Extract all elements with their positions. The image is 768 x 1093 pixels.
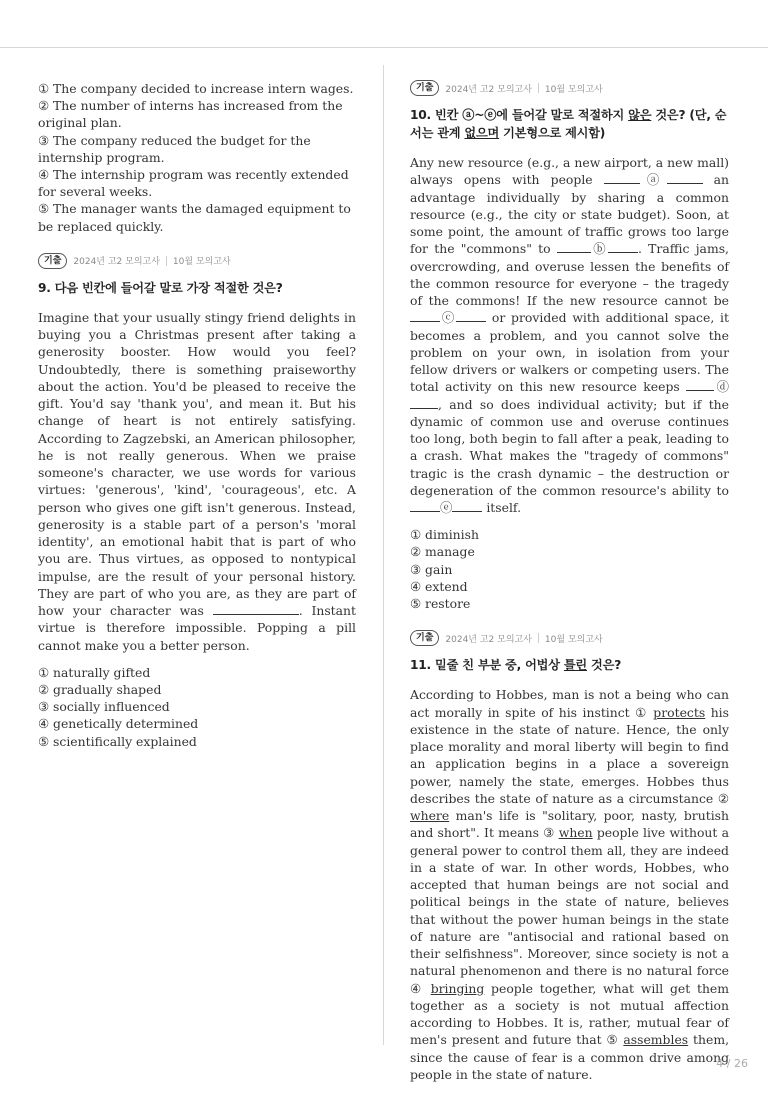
- blank-marker: ⓓ: [714, 379, 730, 395]
- answer-options: [410, 526, 729, 612]
- option: ① naturally gifted: [38, 664, 151, 680]
- question-meta: [410, 630, 729, 646]
- exam-tag: 기출: [410, 630, 439, 646]
- option: ④ extend: [410, 578, 468, 594]
- option: ③ socially influenced: [38, 699, 170, 715]
- blank-marker: ⓔ: [440, 500, 453, 515]
- header-rule: [0, 47, 768, 48]
- exam-month: 10월 모의고사: [544, 634, 603, 645]
- question-title: 10. 빈칸 ⓐ~ⓔ에 들어갈 말로 적절하지 않은 것은? (단, 순서는 관계 없으며 기본형으로 제시함): [410, 108, 727, 140]
- blank-marker: ⓑ: [590, 241, 608, 257]
- option: ① diminish: [410, 527, 479, 543]
- left-column: [38, 80, 356, 750]
- exam-tag: 기출: [38, 253, 67, 269]
- option: ④ The internship program was recently extended for several weeks.: [38, 167, 349, 200]
- underlined-word: where: [410, 808, 450, 824]
- question-passage: Any new resource (e.g., a new airport, a new mall) always opens with people ⓐ an advantage individually by sharing a common resource (e.g., the city or state budget). Soon, at some point, the amount of traffic grows too large for the "commons" to ⓑ . Traffic jams, overcrowding, and overuse lessen the benefits of the common resource for everyone – the tragedy of the commons! If the new resource cannot be ⓒ or provided with additional space, it becomes a problem, and you cannot solve the problem on your own, in isolation from your fellow drivers or walkers or competing users. The total activity on this new resource keeps ⓓ, and so does individual activity; but if the dynamic of common use and overuse continues too long, both begin to fall after a peak, leading to a crash. What makes the "tragedy of commons" tragic is the crash dynamic – the destruction or degeneration of the common resource's ability to ⓔ itself.: [410, 155, 730, 515]
- question-title: 11. 밑줄 친 부분 중, 어법상 틀린 것은?: [410, 658, 622, 673]
- underlined-word: when: [558, 825, 593, 841]
- question-meta: [410, 80, 729, 96]
- exam-year: 2024년 고2 모의고사: [73, 257, 160, 268]
- right-column: [410, 80, 729, 1093]
- column-divider: [383, 65, 384, 1045]
- underlined-word: protects: [653, 704, 706, 720]
- option: ② manage: [410, 544, 475, 560]
- option: ② The number of interns has increased from the original plan.: [38, 98, 343, 131]
- underlined-word: assembles: [623, 1032, 689, 1048]
- exam-year: 2024년 고2 모의고사: [445, 84, 532, 95]
- option: ③ gain: [410, 561, 453, 577]
- blank-marker: ⓐ: [639, 172, 667, 188]
- option: ⑤ scientifically explained: [38, 733, 197, 749]
- answer-options: [38, 664, 356, 750]
- blank-marker: ⓒ: [440, 310, 457, 326]
- answer-blank: [213, 603, 299, 615]
- option: ⑤ restore: [410, 596, 471, 612]
- option: ② gradually shaped: [38, 682, 162, 698]
- question-passage: According to Hobbes, man is not a being who can act morally in spite of his instinct ① protects his existence in the state of nature. Hence, the only place morality and moral liberty will begin to find an application begins in a place a sovereign power, namely the state, emerges. Hobbes thus describes the state of nature as a circumstance ② where man's life is "solitary, poor, nasty, brutish and short". It means ③ when people live without a general power to control them all, they are indeed in a state of war. In other words, Hobbes, who accepted that human beings are not social and political beings in the state of nature, believes that without the power human beings in the state of nature are "antisocial and rational based on their selfishness". Moreover, since society is not a natural phenomenon and there is no natural force ④ bringing people together, what will get them together as a society is not mutual affection according to Hobbes. It is, rather, mutual fear of men's present and future that ⑤ assembles them, since the cause of fear is a common drive among people in the state of nature.: [410, 687, 730, 1082]
- exam-tag: 기출: [410, 80, 439, 96]
- option: ④ genetically determined: [38, 716, 199, 732]
- exam-month: 10월 모의고사: [172, 257, 231, 268]
- question-passage: Imagine that your usually stingy friend delights in buying you a Christmas present after taking a generosity booster. How would you feel? Undoubtedly, there is something praiseworthy about the action. You'd be pleased to receive the gift. You'd say 'thank you', and mean it. But his change of heart is not entirely satisfying. According to Zagzebski, an American philosopher, he is not really generous. When we praise someone's character, we use words for various virtues: 'generous', 'kind', 'courageous', etc. A person who gives one gift isn't generous. Instead, generosity is a stable part of a person's 'moral identity', an emotional habit that is part of who you are. Thus virtues, as opposed to nontypical impulse, are the result of your personal history. They are part of who you are, as they are part of how your character was . Instant virtue is therefore impossible. Popping a pill cannot make you a better person.: [38, 309, 357, 653]
- option: ① The company decided to increase intern wages.: [38, 81, 354, 96]
- prev-question-options: [38, 80, 356, 235]
- question-meta: [38, 253, 356, 269]
- underlined-word: bringing: [430, 980, 485, 996]
- exam-year: 2024년 고2 모의고사: [445, 634, 532, 645]
- question-title: 9. 다음 빈칸에 들어갈 말로 가장 적절한 것은?: [38, 280, 283, 295]
- option: ⑤ The manager wants the damaged equipment to be replaced quickly.: [38, 201, 351, 234]
- option: ③ The company reduced the budget for the internship program.: [38, 132, 311, 165]
- exam-month: 10월 모의고사: [544, 84, 603, 95]
- page-number: 4 / 26: [716, 1057, 748, 1070]
